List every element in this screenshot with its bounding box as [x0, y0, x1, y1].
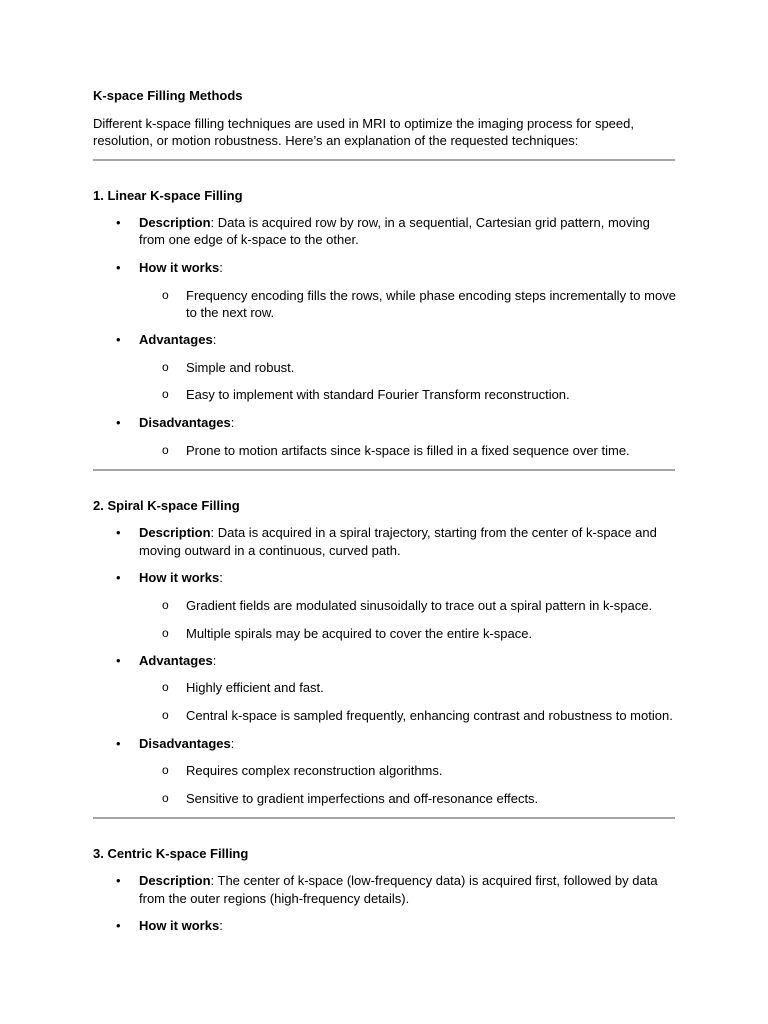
spiral-description-line-2: moving outward in a continuous, curved path. — [139, 543, 401, 558]
linear-how-item-line-2: to the next row. — [186, 305, 275, 320]
spiral-how-item: Gradient fields are modulated sinusoidally to trace out a spiral pattern in k-space. — [186, 598, 653, 613]
linear-description-line-1 — [139, 214, 650, 231]
description-text: : The center of k-space (low-frequency data) is acquired first, followed by data — [210, 873, 658, 888]
advantages-label: Advantages — [139, 332, 213, 347]
spiral-how-item: Multiple spirals may be acquired to cover the entire k-space. — [186, 626, 533, 641]
bullet-icon: • — [116, 525, 121, 540]
colon: : — [212, 332, 217, 347]
section-divider — [93, 817, 675, 819]
description-label: Description — [139, 525, 211, 540]
description-label: Description — [139, 215, 211, 230]
sub-bullet-icon: o — [162, 443, 169, 457]
description-label: Description — [139, 873, 211, 888]
spiral-advantage-item: Highly efficient and fast. — [186, 680, 324, 695]
bullet-icon: • — [116, 260, 121, 275]
bullet-icon: • — [116, 918, 121, 933]
sub-bullet-icon: o — [162, 791, 169, 805]
bullet-icon: • — [116, 415, 121, 430]
sub-bullet-icon: o — [162, 360, 169, 374]
linear-advantages-label — [139, 331, 216, 348]
sub-bullet-icon: o — [162, 598, 169, 612]
sub-bullet-icon: o — [162, 763, 169, 777]
linear-advantage-item: Easy to implement with standard Fourier Transform reconstruction. — [186, 387, 570, 402]
linear-description-line-2: from one edge of k-space to the other. — [139, 232, 359, 247]
intro-line-1: Different k-space filling techniques are used in MRI to optimize the imaging process for speed, — [93, 116, 634, 131]
bullet-icon: • — [116, 215, 121, 230]
spiral-advantages-label — [139, 652, 216, 669]
colon: : — [219, 260, 223, 275]
sub-bullet-icon: o — [162, 626, 169, 640]
linear-disadvantage-item: Prone to motion artifacts since k-space is filled in a fixed sequence over time. — [186, 443, 630, 458]
spiral-disadvantages-label — [139, 735, 234, 752]
sub-bullet-icon: o — [162, 708, 169, 722]
centric-how-label — [139, 917, 223, 934]
how-it-works-label: How it works — [139, 570, 220, 585]
section-divider — [93, 159, 675, 161]
description-text: : Data is acquired row by row, in a sequential, Cartesian grid pattern, moving — [210, 215, 650, 230]
bullet-icon: • — [116, 570, 121, 585]
disadvantages-label: Disadvantages — [139, 736, 231, 751]
section-heading-centric: 3. Centric K-space Filling — [93, 846, 249, 861]
section-heading-spiral: 2. Spiral K-space Filling — [93, 498, 240, 513]
bullet-icon: • — [116, 736, 121, 751]
section-divider — [93, 469, 675, 471]
how-it-works-label: How it works — [139, 260, 220, 275]
document-title: K-space Filling Methods — [93, 88, 243, 103]
colon: : — [219, 570, 223, 585]
colon: : — [212, 653, 217, 668]
disadvantages-label: Disadvantages — [139, 415, 231, 430]
spiral-disadvantage-item: Requires complex reconstruction algorithms. — [186, 763, 443, 778]
sub-bullet-icon: o — [162, 288, 169, 302]
linear-disadvantages-label — [139, 414, 234, 431]
spiral-description-line-1 — [139, 524, 657, 541]
colon: : — [230, 415, 235, 430]
linear-how-label — [139, 259, 223, 276]
colon: : — [230, 736, 235, 751]
sub-bullet-icon: o — [162, 387, 169, 401]
linear-how-item-line-1: Frequency encoding fills the rows, while phase encoding steps incrementally to move — [186, 288, 676, 303]
sub-bullet-icon: o — [162, 680, 169, 694]
bullet-icon: • — [116, 873, 121, 888]
spiral-disadvantage-item: Sensitive to gradient imperfections and off-resonance effects. — [186, 791, 539, 806]
bullet-icon: • — [116, 653, 121, 668]
spiral-how-label — [139, 569, 223, 586]
centric-description-line-2: from the outer regions (high-frequency details). — [139, 891, 410, 906]
centric-description-line-1 — [139, 872, 658, 889]
section-heading-linear: 1. Linear K-space Filling — [93, 188, 243, 203]
intro-line-2: resolution, or motion robustness. Here’s an explanation of the requested techniques: — [93, 133, 579, 148]
bullet-icon: • — [116, 332, 121, 347]
linear-advantage-item: Simple and robust. — [186, 360, 295, 375]
advantages-label: Advantages — [139, 653, 213, 668]
spiral-advantage-item: Central k-space is sampled frequently, enhancing contrast and robustness to motion. — [186, 708, 673, 723]
description-text: : Data is acquired in a spiral trajectory, starting from the center of k-space and — [210, 525, 657, 540]
how-it-works-label: How it works — [139, 918, 220, 933]
colon: : — [219, 918, 223, 933]
